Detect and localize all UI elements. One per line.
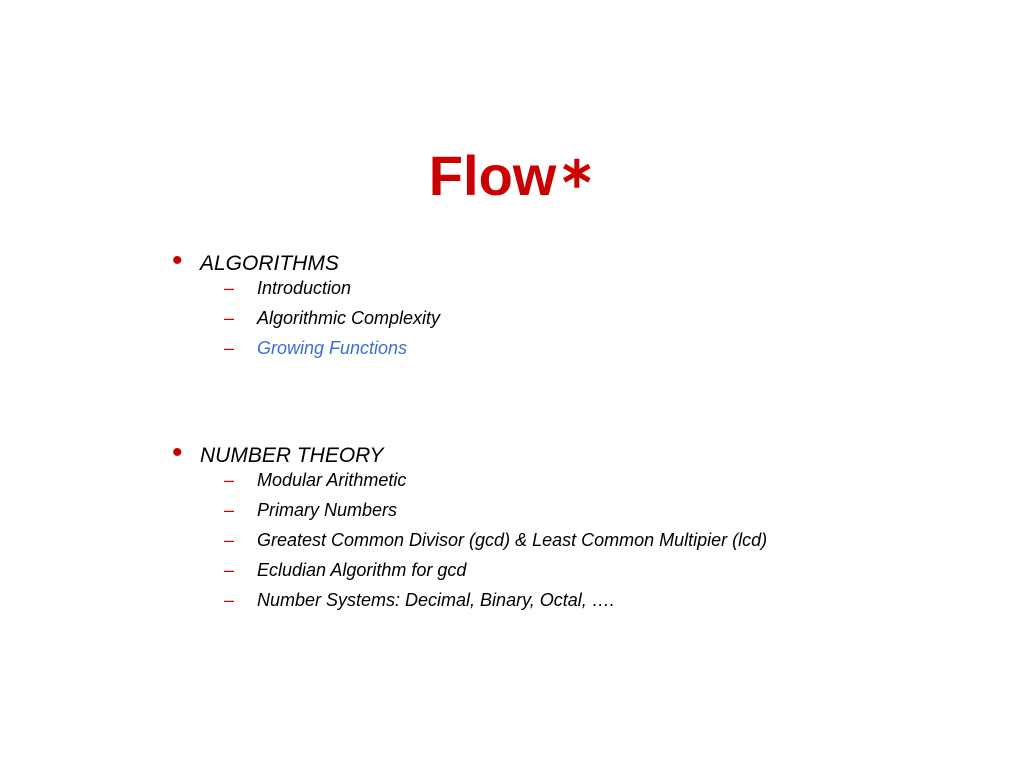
list-item bbox=[224, 560, 767, 590]
list-item bbox=[224, 308, 440, 338]
dash-icon: – bbox=[224, 308, 235, 328]
list-item-label: Number Systems: Decimal, Binary, Octal, …. bbox=[257, 590, 615, 610]
list-item bbox=[224, 500, 767, 530]
bullet-icon: • bbox=[172, 244, 183, 277]
dash-icon: – bbox=[224, 470, 235, 490]
list-item bbox=[224, 278, 440, 308]
asterisk-icon: ∗ bbox=[558, 148, 596, 197]
slide-title-text: Flow bbox=[428, 144, 557, 207]
sub-list bbox=[224, 470, 767, 620]
list-item bbox=[224, 590, 767, 620]
section-number-theory bbox=[172, 438, 767, 620]
slide-title bbox=[0, 138, 1024, 211]
list-item-current bbox=[224, 338, 440, 368]
dash-icon: – bbox=[224, 500, 235, 520]
list-item-label-highlighted: Growing Functions bbox=[257, 338, 408, 358]
section-heading: NUMBER THEORY bbox=[200, 444, 384, 467]
list-item-label: Ecludian Algorithm for gcd bbox=[257, 560, 467, 580]
bullet-icon: • bbox=[172, 436, 183, 469]
section-algorithms bbox=[172, 246, 440, 368]
list-item-label: Primary Numbers bbox=[257, 500, 398, 520]
section-heading-row bbox=[172, 246, 440, 278]
list-item-label: Greatest Common Divisor (gcd) & Least Common Multipier (lcd) bbox=[257, 530, 768, 550]
section-heading-row bbox=[172, 438, 767, 470]
list-item bbox=[224, 470, 767, 500]
section-heading: ALGORITHMS bbox=[200, 252, 339, 275]
dash-icon: – bbox=[224, 560, 235, 580]
dash-icon: – bbox=[224, 530, 235, 550]
dash-icon: – bbox=[224, 278, 235, 298]
dash-icon: – bbox=[224, 590, 235, 610]
list-item-label: Algorithmic Complexity bbox=[257, 308, 441, 328]
list-item-label: Introduction bbox=[257, 278, 352, 298]
sub-list bbox=[224, 278, 440, 368]
dash-icon: – bbox=[224, 338, 235, 358]
list-item-label: Modular Arithmetic bbox=[257, 470, 407, 490]
list-item bbox=[224, 530, 767, 560]
